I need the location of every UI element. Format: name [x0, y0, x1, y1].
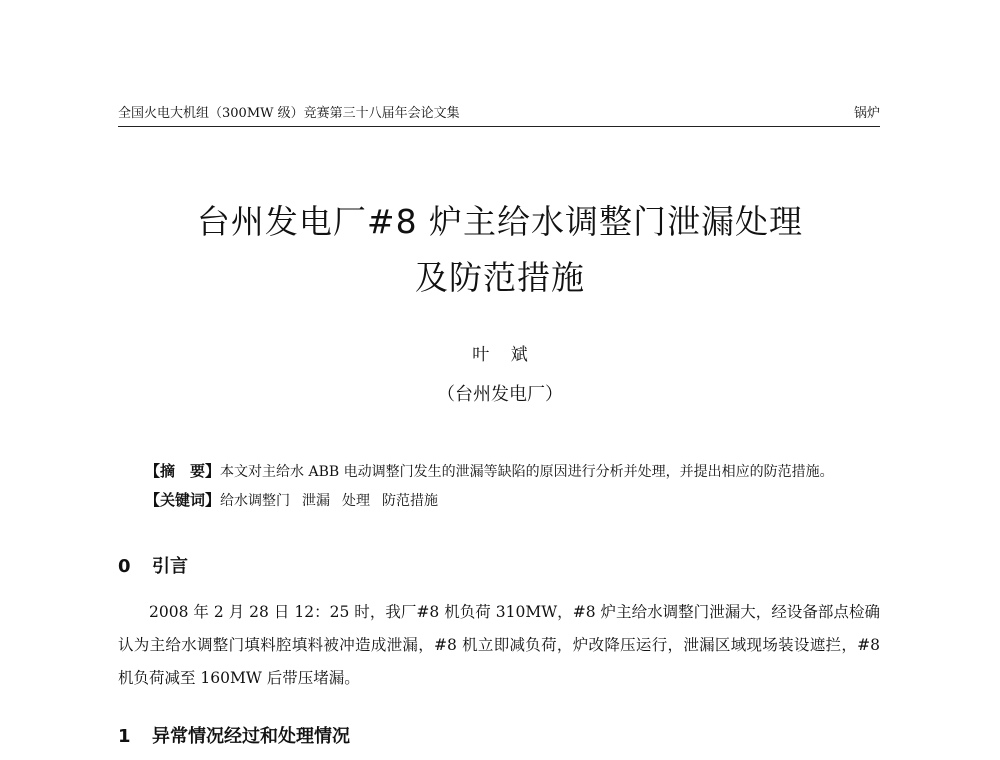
keyword: 处理	[342, 493, 371, 509]
running-header	[118, 104, 880, 127]
paper-title-line-2: 及防范措施	[415, 258, 585, 297]
abstract	[145, 461, 834, 482]
header-section-name: 锅炉	[853, 106, 880, 121]
section-title: 引言	[152, 556, 188, 577]
paper-title-line-1: 台州发电厂#8 炉主给水调整门泄漏处理	[196, 202, 804, 241]
keyword: 泄漏	[302, 493, 331, 509]
abstract-label: 【摘 要】	[145, 462, 221, 480]
section-heading-intro	[118, 552, 188, 578]
keyword: 防范措施	[382, 493, 439, 509]
keyword: 给水调整门	[220, 493, 291, 509]
author: 叶 斌	[472, 345, 528, 365]
keywords-label: 【关键词】	[145, 491, 221, 509]
section-heading-1	[118, 722, 350, 748]
section-number: 1	[118, 726, 131, 747]
keywords	[145, 490, 438, 511]
affiliation: （台州发电厂）	[437, 384, 563, 405]
header-collection-title: 全国火电大机组（300MW 级）竞赛第三十八届年会论文集	[118, 106, 460, 121]
intro-paragraph: 2008 年 2 月 28 日 12：25 时，我厂#8 机负荷 310MW，#8 炉主给水调整门泄漏大，经设备部点检确认为主给水调整门填料腔填料被冲造成泄漏，#8 机立即减负荷，炉改降压运行，泄漏区域现场装设遮拦，#8 机负荷减至 160MW 后带压堵漏。	[118, 603, 880, 687]
abstract-text: 本文对主给水 ABB 电动调整门发生的泄漏等缺陷的原因进行分析并处理，并提出相应的防范措施。	[220, 464, 834, 480]
section-number: 0	[118, 556, 131, 577]
section-title: 异常情况经过和处理情况	[152, 726, 350, 747]
